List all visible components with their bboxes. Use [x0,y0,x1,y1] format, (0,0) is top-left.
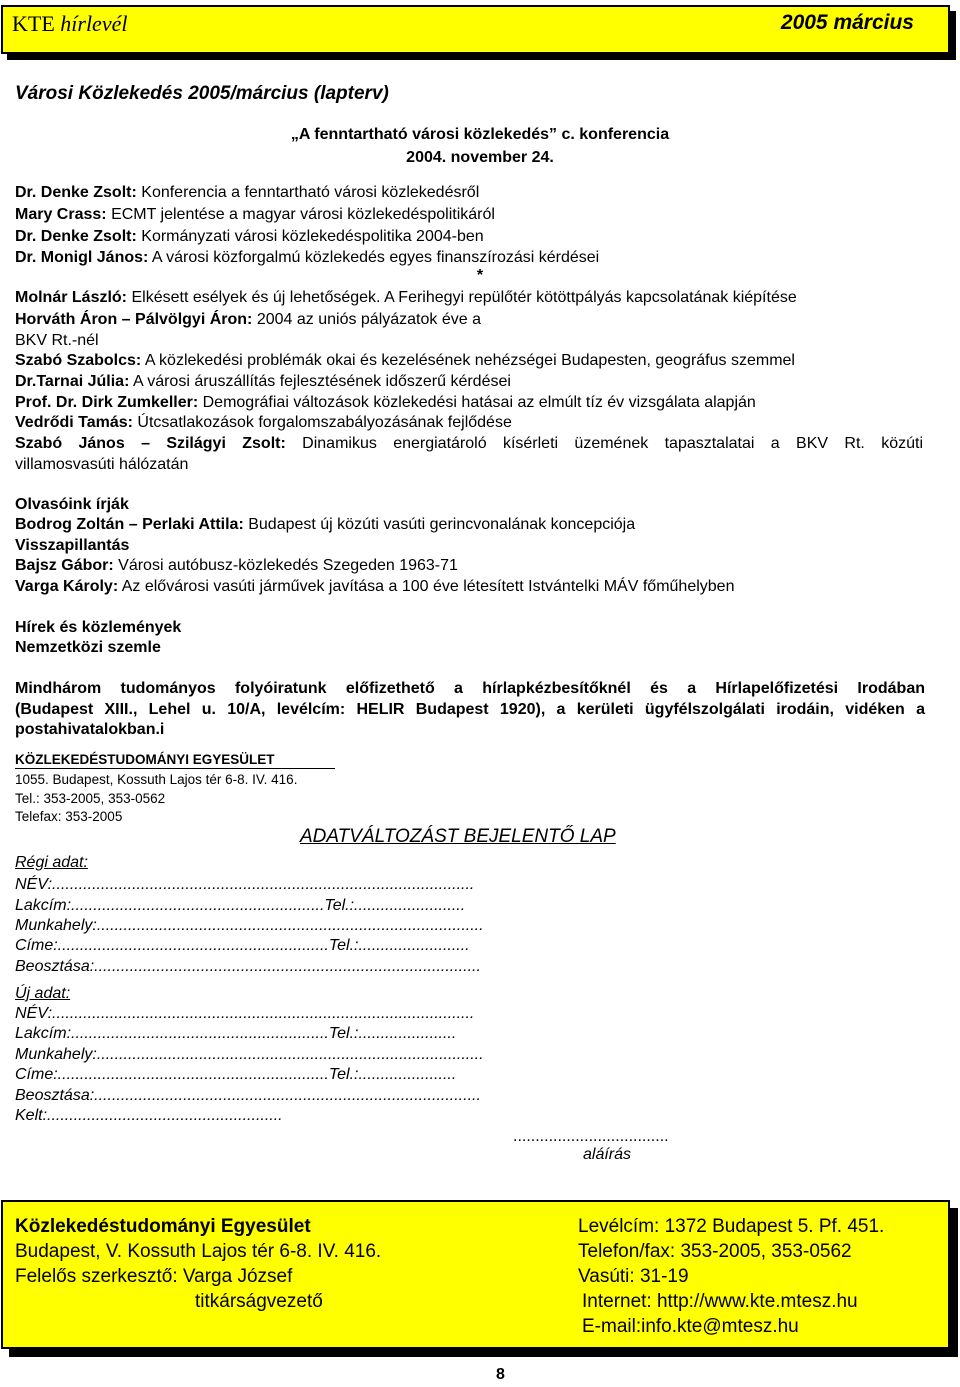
article-item: Prof. Dr. Dirk Zumkeller: Demográfiai változások közlekedési hatásai az elmúlt tíz év vizsgálata alapján [15,394,756,411]
section-readers: Olvasóink írják [15,496,129,513]
kte-fax: Telefax: 353-2005 [15,809,123,824]
subscription-line: Mindhárom tudományos folyóiratunk előfizethető a hírlapkézbesítőknél és a Hírlapelőfizetési Irodában [15,680,925,697]
kte-name: KÖZLEKEDÉSTUDOMÁNYI EGYESÜLET [15,752,275,767]
page-number: 8 [496,1366,505,1383]
footer-email[interactable]: E-mail:info.kte@mtesz.hu [582,1316,799,1337]
section-retro: Visszapillantás [15,537,130,554]
conference-item: Mary Crass: ECMT jelentése a magyar városi közlekedéspolitikáról [15,206,495,223]
form-field-line[interactable]: NÉV:............................................................................................... [15,1005,475,1022]
form-field-line[interactable]: Munkahely:....................................................................................... [15,1046,484,1063]
footer-postal: Levélcím: 1372 Budapest 5. Pf. 451. [578,1216,885,1237]
readers-item: Bodrog Zoltán – Perlaki Attila: Budapest új közúti vasúti gerincvonalának koncepciója [15,516,636,533]
article-item: BKV Rt.-nél [15,332,99,349]
footer-editor: Felelős szerkesztő: Varga József [15,1266,293,1287]
form-field-line[interactable]: Beosztása:....................................................................................... [15,1087,481,1104]
conference-title: „A fenntartható városi közlekedés” c. konferencia [290,126,670,143]
kte-tel: Tel.: 353-2005, 353-0562 [15,791,166,806]
header-date: 2005 március [780,11,914,34]
conference-item: Dr. Denke Zsolt: Kormányzati városi közlekedéspolitika 2004-ben [15,228,484,245]
retro-item: Varga Károly: Az elővárosi vasúti járművek javítása a 100 éve létesített Istvántelki MÁV főműhelyben [15,578,735,595]
footer-org: Közlekedéstudományi Egyesület [15,1216,311,1237]
kte-address: 1055. Budapest, Kossuth Lajos tér 6-8. IV. 416. [15,772,298,787]
conference-date: 2004. november 24. [406,149,554,166]
subscription-line: postahivatalokban.i [15,721,165,738]
section-international: Nemzetközi szemle [15,639,161,656]
form-field-line[interactable]: Beosztása:....................................................................................... [15,958,481,975]
footer-internet[interactable]: Internet: http://www.kte.mtesz.hu [582,1291,858,1312]
footer-rail-phone: Vasúti: 31-19 [578,1266,689,1287]
signature-line[interactable]: ................................... [513,1128,669,1145]
retro-item: Bajsz Gábor: Városi autóbusz-közlekedés Szegeden 1963-71 [15,557,458,574]
article-item-szabo-cont: villamosvasúti hálózatán [15,456,189,473]
article-item: Molnár László: Elkésett esélyek és új lehetőségek. A Ferihegyi repülőtér kötöttpályás kapcsolatának kiépítése [15,289,797,306]
section-news: Hírek és közlemények [15,619,182,636]
form-field-line[interactable]: Lakcím:.........................................................Tel.:......................... [15,897,466,914]
form-field-line[interactable]: NÉV:............................................................................................... [15,876,475,893]
conference-item: Dr. Monigl János: A városi közforgalmú közlekedés egyes finanszírozási kérdései [15,249,600,266]
main-title: Városi Közlekedés 2005/március (lapterv) [15,83,389,104]
form-title: ADATVÁLTOZÁST BEJELENTŐ LAP [300,826,616,847]
header-title [12,11,127,37]
article-item: Horváth Áron – Pálvölgyi Áron: 2004 az uniós pályázatok éve a [15,311,481,328]
header-publication: hírlevél [60,11,128,36]
divider [15,768,335,769]
subscription-line: (Budapest XIII., Lehel u. 10/A, levélcím: HELIR Budapest 1920), a kerületi ügyfélszolgálati irodáin, vidéken a [15,701,925,718]
form-field-line[interactable]: Lakcím:..........................................................Tel.:...................... [15,1025,457,1042]
form-field-line[interactable]: Kelt:..................................................... [15,1107,283,1124]
form-field-line[interactable]: Munkahely:....................................................................................... [15,917,484,934]
separator-star: * [476,267,484,284]
article-item: Vedrődi Tamás: Útcsatlakozások forgalomszabályozásának fejlődése [15,414,512,431]
form-new-label: Új adat: [15,985,71,1002]
footer-phone: Telefon/fax: 353-2005, 353-0562 [578,1241,852,1262]
article-item: Szabó Szabolcs: A közlekedési problémák okai és kezelésének nehézségei Budapesten, geográfus szemmel [15,352,795,369]
form-old-label: Régi adat: [15,854,88,871]
footer-address: Budapest, V. Kossuth Lajos tér 6-8. IV. 416. [15,1241,382,1262]
form-field-line[interactable]: Címe:.............................................................Tel.:...................... [15,1066,457,1083]
header-org: KTE [12,11,55,36]
form-field-line[interactable]: Címe:.............................................................Tel.:......................... [15,937,470,954]
article-item-szabo: Szabó János – Szilágyi Zsolt: Dinamikus energiatároló kísérleti üzemének tapasztalatai a BKV Rt. közúti [15,435,923,452]
conference-item: Dr. Denke Zsolt: Konferencia a fenntartható városi közlekedésről [15,184,480,201]
footer-editor-title: titkárságvezető [195,1291,323,1312]
article-item: Dr.Tarnai Júlia: A városi áruszállítás fejlesztésének időszerű kérdései [15,373,511,390]
signature-label: aláírás [583,1146,632,1163]
